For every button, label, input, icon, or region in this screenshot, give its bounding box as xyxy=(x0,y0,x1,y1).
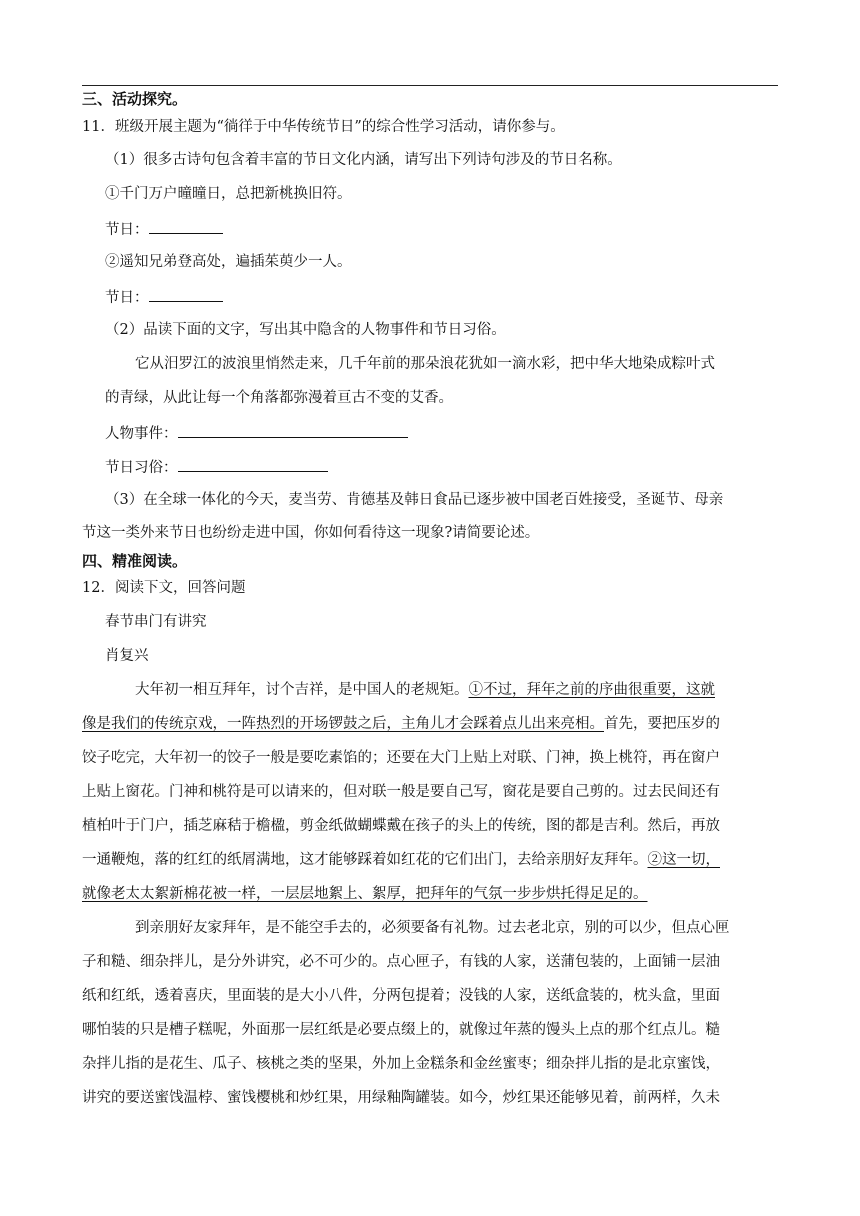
para1-line2 xyxy=(82,714,778,734)
para1-line5: 植柏叶于门户，插芝麻秸于檐楹，剪金纸做蝴蝶戴在孩子的头上的传统，图的都是吉利。然后，再放 xyxy=(82,818,720,834)
q11-part3-line2: 节这一类外来节日也纷纷走进中国，你如何看待这一现象?请简要论述。 xyxy=(82,525,540,541)
answer-blank[interactable] xyxy=(149,218,223,234)
underlined-sentence-2-cont: 就像老太太絮新棉花被一样，一层层地絮上、絮厚，把拜年的气氛一步步烘托得足足的。 xyxy=(82,886,648,902)
para1-line1 xyxy=(135,680,778,700)
q11-part1: （1）很多古诗句包含着丰富的节日文化内涵，请写出下列诗句涉及的节日名称。 xyxy=(105,152,622,168)
event-answer xyxy=(105,422,778,444)
para1-text: 大年初一相互拜年，讨个吉祥，是中国人的老规矩。 xyxy=(135,682,469,698)
section-heading-four: 四、精准阅读。 xyxy=(82,552,188,570)
para2-line5: 杂拌儿指的是花生、瓜子、核桃之类的坚果，外加上金糕条和金丝蜜枣；细杂拌儿指的是北京蜜饯， xyxy=(82,1056,720,1072)
para1-text: 首先，要把压岁的 xyxy=(604,716,720,732)
section-heading-three: 三、活动探究。 xyxy=(82,90,188,108)
article-author: 肖复兴 xyxy=(105,648,149,664)
festival-answer-1 xyxy=(105,218,778,240)
custom-answer xyxy=(105,456,778,478)
para1-line7 xyxy=(82,884,778,904)
para2-line3: 纸和红纸，透着喜庆，里面装的是大小八件，分两包提着；没钱的人家，送纸盒装的，枕头盒，里面 xyxy=(82,988,720,1004)
question-12-stem: 12．阅读下文，回答问题 xyxy=(82,580,246,596)
para2-line2: 子和糙、细杂拌儿，是分外讲究，必不可少的。点心匣子，有钱的人家，送蒲包装的，上面铺一层油 xyxy=(82,954,720,970)
custom-label: 节日习俗： xyxy=(105,460,178,476)
header-rule xyxy=(82,85,778,86)
para2-line6: 讲究的要送蜜饯温桲、蜜饯樱桃和炒红果，用绿釉陶罐装。如今，炒红果还能够见着，前两样，久未 xyxy=(82,1090,720,1106)
answer-blank[interactable] xyxy=(178,422,408,438)
answer-blank[interactable] xyxy=(149,286,223,302)
answer-blank[interactable] xyxy=(178,456,328,472)
festival-label: 节日： xyxy=(105,290,149,306)
question-11-stem: 11．班级开展主题为“徜徉于中华传统节日”的综合性学习活动，请你参与。 xyxy=(82,119,565,135)
underlined-sentence-1: ①不过，拜年之前的序曲很重要，这就 xyxy=(468,682,715,698)
para2-line4: 哪怕装的只是槽子糕呢，外面那一层红纸是必要点缀上的，就像过年蒸的馒头上点的那个红点儿。糙 xyxy=(82,1022,720,1038)
event-label: 人物事件： xyxy=(105,426,178,442)
passage-line-1: 它从汨罗江的波浪里悄然走来，几千年前的那朵浪花犹如一滴水彩，把中华大地染成粽叶式 xyxy=(135,356,715,372)
poem-line-1: ①千门万户曈曈日，总把新桃换旧符。 xyxy=(105,186,352,202)
passage-line-2: 的青绿，从此让每一个角落都弥漫着亘古不变的艾香。 xyxy=(105,390,453,406)
q11-part3-line1: （3）在全球一体化的今天，麦当劳、肯德基及韩日食品已逐步被中国老百姓接受，圣诞节、母亲 xyxy=(105,492,724,508)
poem-line-2: ②遥知兄弟登高处，遍插茱萸少一人。 xyxy=(105,254,352,270)
para1-line3: 饺子吃完，大年初一的饺子一般是要吃素馅的；还要在大门上贴上对联、门神，换上桃符，再在窗户 xyxy=(82,750,720,766)
underlined-sentence-1-cont: 像是我们的传统京戏，一阵热烈的开场锣鼓之后，主角儿才会踩着点儿出来亮相。 xyxy=(82,716,604,732)
para2-line1: 到亲朋好友家拜年，是不能空手去的，必须要备有礼物。过去老北京，别的可以少，但点心匣 xyxy=(135,920,730,936)
para1-text: 一通鞭炮，落的红红的纸屑满地，这才能够踩着如红花的它们出门，去给亲朋好友拜年。 xyxy=(82,852,648,868)
underlined-sentence-2: ②这一切， xyxy=(647,852,720,868)
article-title: 春节串门有讲究 xyxy=(105,614,207,630)
para1-line6 xyxy=(82,850,778,870)
para1-line4: 上贴上窗花。门神和桃符是可以请来的，但对联一般是要自己写，窗花是要自己剪的。过去民间还有 xyxy=(82,784,720,800)
q11-part2: （2）品读下面的文字，写出其中隐含的人物事件和节日习俗。 xyxy=(105,322,506,338)
festival-answer-2 xyxy=(105,286,778,308)
festival-label: 节日： xyxy=(105,222,149,238)
